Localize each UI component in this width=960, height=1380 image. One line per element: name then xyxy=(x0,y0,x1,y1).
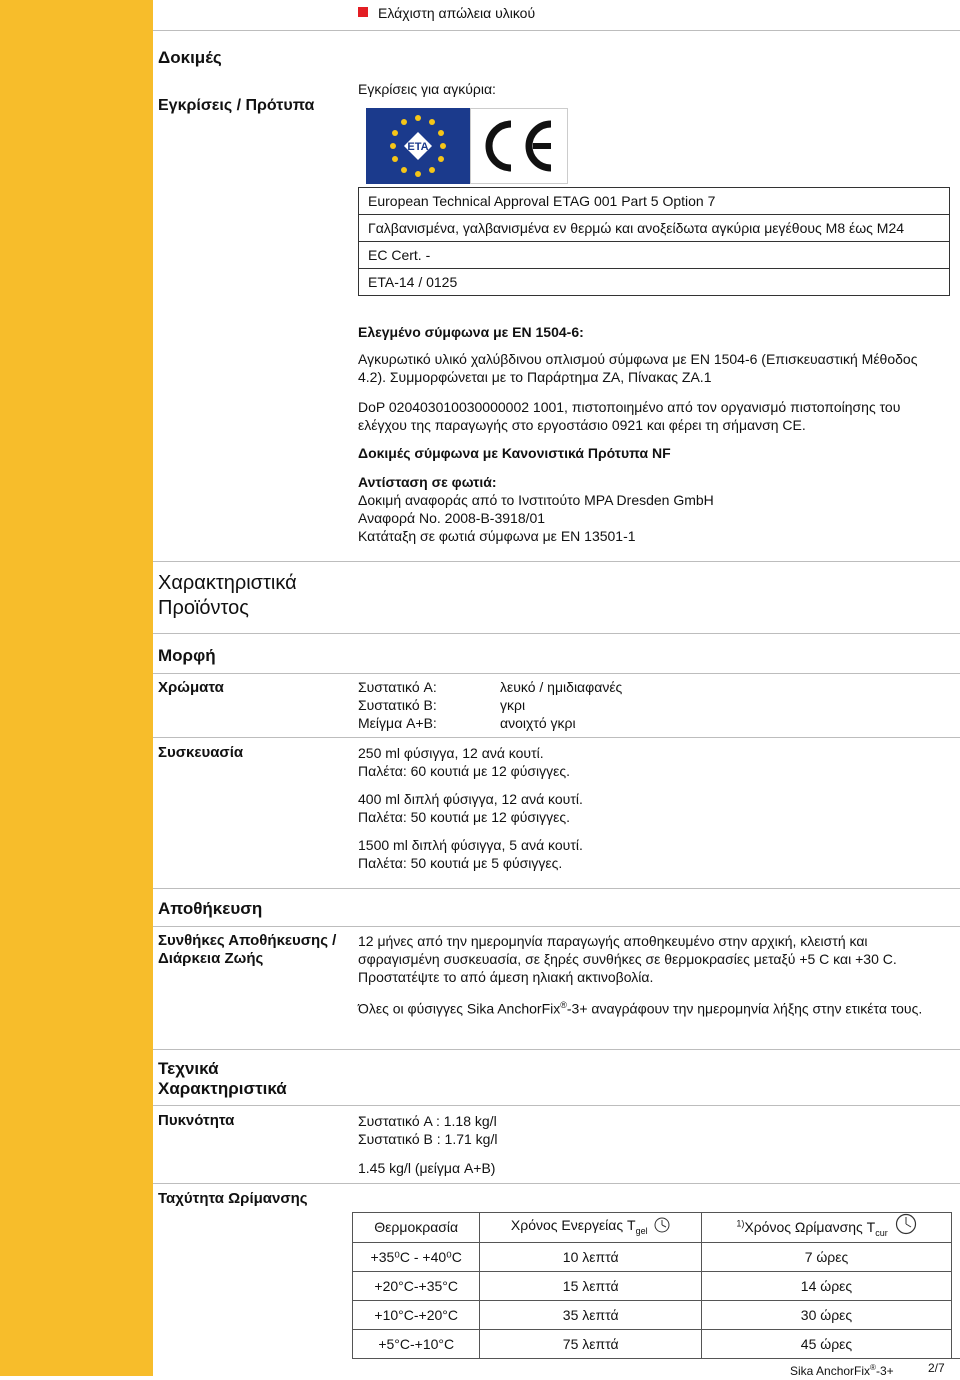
eta-logo xyxy=(366,108,470,184)
dop-text: DoP 020403010030000002 1001, πιστοποιημένο από τον οργανισμό πιστοποίησης του ελέγχου της παραγωγής στο εργοστάσιο 0921 και φέρει τη σήμανση CE. xyxy=(358,399,901,433)
cell-gel: 35 λεπτά xyxy=(480,1300,702,1329)
expiry-note: Όλες οι φύσιγγες Sika AnchorFix®-3+ αναγράφουν την ημερομηνία λήξης στην ετικέτα τους. xyxy=(358,1000,923,1017)
cell-temp: +5°C-+10°C xyxy=(353,1329,480,1358)
divider xyxy=(153,1183,960,1184)
header-gel-time: Χρόνος Ενεργείας $T_{gel}$ xyxy=(480,1213,702,1243)
density-line: Συστατικό B : 1.71 kg/l xyxy=(358,1131,498,1147)
divider xyxy=(153,888,960,889)
packaging-line: Παλέτα: 50 κουτιά με 5 φύσιγγες. xyxy=(358,855,563,871)
form-heading: Μορφή xyxy=(158,646,216,665)
eta-logo-graphic xyxy=(366,108,470,184)
cert-row: Γαλβανισμένα, γαλβανισμένα εν θερμώ και ανοξείδωτα αγκύρια μεγέθους Μ8 έως Μ24 xyxy=(359,215,950,242)
fire-line: Κατάταξη σε φωτιά σύμφωνα με EN 13501-1 xyxy=(358,528,636,544)
packaging-line: Παλέτα: 50 κουτιά με 12 φύσιγγες. xyxy=(358,809,571,825)
cell-temp: +35⁰C - +40⁰C xyxy=(353,1242,480,1271)
cell-gel: 75 λεπτά xyxy=(480,1329,702,1358)
cert-row: European Technical Approval ETAG 001 Part 5 Option 7 xyxy=(359,188,950,215)
cell-gel: 15 λεπτά xyxy=(480,1271,702,1300)
cell-cure: 7 ώρες xyxy=(701,1242,951,1271)
divider xyxy=(153,561,960,562)
cell-temp: +20°C-+35°C xyxy=(353,1271,480,1300)
color-component: Συστατικό A: xyxy=(358,679,437,695)
approvals-label: Εγκρίσεις / Πρότυπα xyxy=(158,97,315,114)
approvals-intro: Εγκρίσεις για αγκύρια: xyxy=(358,81,496,97)
page-number: 2/7 xyxy=(928,1361,945,1375)
storage-heading: Αποθήκευση xyxy=(158,899,263,918)
cell-cure: 14 ώρες xyxy=(701,1271,951,1300)
header-cure-time: $^{1)}$Χρόνος Ωρίμανσης $T_{cur}$ xyxy=(701,1213,951,1243)
section-heading-product-line2: Προϊόντος xyxy=(158,597,249,619)
packaging-line: 1500 ml διπλή φύσιγγα, 5 ανά κουτί. xyxy=(358,837,583,853)
cell-cure: 30 ώρες xyxy=(701,1300,951,1329)
divider xyxy=(153,1105,960,1106)
bullet-square-icon xyxy=(358,7,368,17)
divider xyxy=(153,30,960,31)
packaging-label: Συσκευασία xyxy=(158,744,244,761)
en1504-text: Αγκυρωτικό υλικό χαλύβδινου οπλισμού σύμφωνα με EN 1504-6 (Επισκευαστική Μέθοδος 4.2). Συμμορφώνεται με το Παράρτημα ΖΑ, Πίνακας ΖΑ.1 xyxy=(358,351,918,385)
table-row xyxy=(353,1329,952,1358)
density-label: Πυκνότητα xyxy=(158,1112,235,1129)
technical-heading-line2: Χαρακτηριστικά xyxy=(158,1079,287,1098)
table-row xyxy=(353,1242,952,1271)
ce-mark-icon xyxy=(471,109,567,183)
storage-label-line2: Διάρκεια Ζωής xyxy=(158,950,264,967)
section-heading-product: Χαρακτηριστικά xyxy=(158,572,297,594)
cell-temp: +10°C-+20°C xyxy=(353,1300,480,1329)
color-value: λευκό / ημιδιαφανές xyxy=(500,679,623,695)
bullet-item xyxy=(358,4,535,22)
divider xyxy=(153,1049,960,1050)
color-component: Συστατικό B: xyxy=(358,697,437,713)
cert-row: EC Cert. - xyxy=(359,242,950,269)
packaging-line: Παλέτα: 60 κουτιά με 12 φύσιγγες. xyxy=(358,763,571,779)
clock-icon xyxy=(895,1213,917,1235)
fire-line: Αναφορά No. 2008-B-3918/01 xyxy=(358,510,546,526)
divider xyxy=(153,673,960,674)
certification-box xyxy=(358,187,950,296)
table-header-row xyxy=(353,1213,952,1243)
packaging-line: 400 ml διπλή φύσιγγα, 12 ανά κουτί. xyxy=(358,791,583,807)
nf-title: Δοκιμές σύμφωνα με Κανονιστικά Πρότυπα NF xyxy=(358,445,671,461)
svg-text:ETA: ETA xyxy=(407,141,429,153)
technical-heading: Τεχνικά xyxy=(158,1059,219,1078)
color-value: γκρι xyxy=(500,697,526,713)
cure-time-table xyxy=(352,1212,952,1359)
bullet-text: Ελάχιστη απώλεια υλικού xyxy=(378,5,536,21)
density-line: Συστατικό A : 1.18 kg/l xyxy=(358,1113,497,1129)
header-temperature: Θερμοκρασία xyxy=(353,1213,480,1243)
cell-cure: 45 ώρες xyxy=(701,1329,951,1358)
left-color-band xyxy=(0,0,153,1376)
en1504-title: Ελεγμένο σύμφωνα με EN 1504-6: xyxy=(358,324,584,340)
divider xyxy=(153,633,960,634)
cell-gel: 10 λεπτά xyxy=(480,1242,702,1271)
storage-label: Συνθήκες Αποθήκευσης / xyxy=(158,932,337,949)
ce-mark-logo xyxy=(470,108,568,184)
color-component: Μείγμα A+B: xyxy=(358,715,437,731)
storage-text: 12 μήνες από την ημερομηνία παραγωγής αποθηκευμένο στην αρχική, κλειστή και σφραγισμένη συσκευασία, σε ξηρές συνθήκες σε θερμοκρασίες μεταξύ +5 C και +30 C. Προστατέψτε το από άμεση ηλιακή ακτινοβολία. xyxy=(358,933,897,985)
table-row xyxy=(353,1271,952,1300)
packaging-line: 250 ml φύσιγγα, 12 ανά κουτί. xyxy=(358,745,544,761)
table-row xyxy=(353,1300,952,1329)
cure-speed-label: Ταχύτητα Ωρίμανσης xyxy=(158,1190,308,1207)
colors-label: Χρώματα xyxy=(158,679,224,696)
density-mix: 1.45 kg/l (μείγμα A+B) xyxy=(358,1160,496,1176)
color-value: ανοιχτό γκρι xyxy=(500,715,576,731)
fire-line: Δοκιμή αναφοράς από το Ινστιτούτο MPA Dresden GmbH xyxy=(358,492,714,508)
divider xyxy=(153,926,960,927)
fire-title: Αντίσταση σε φωτιά: xyxy=(358,474,497,490)
clock-icon xyxy=(654,1217,670,1233)
footer-product: Sika AnchorFix®-3+ xyxy=(790,1363,894,1378)
divider xyxy=(153,737,960,738)
cert-row: ETA-14 / 0125 xyxy=(359,269,950,296)
section-heading-tests: Δοκιμές xyxy=(158,48,222,67)
